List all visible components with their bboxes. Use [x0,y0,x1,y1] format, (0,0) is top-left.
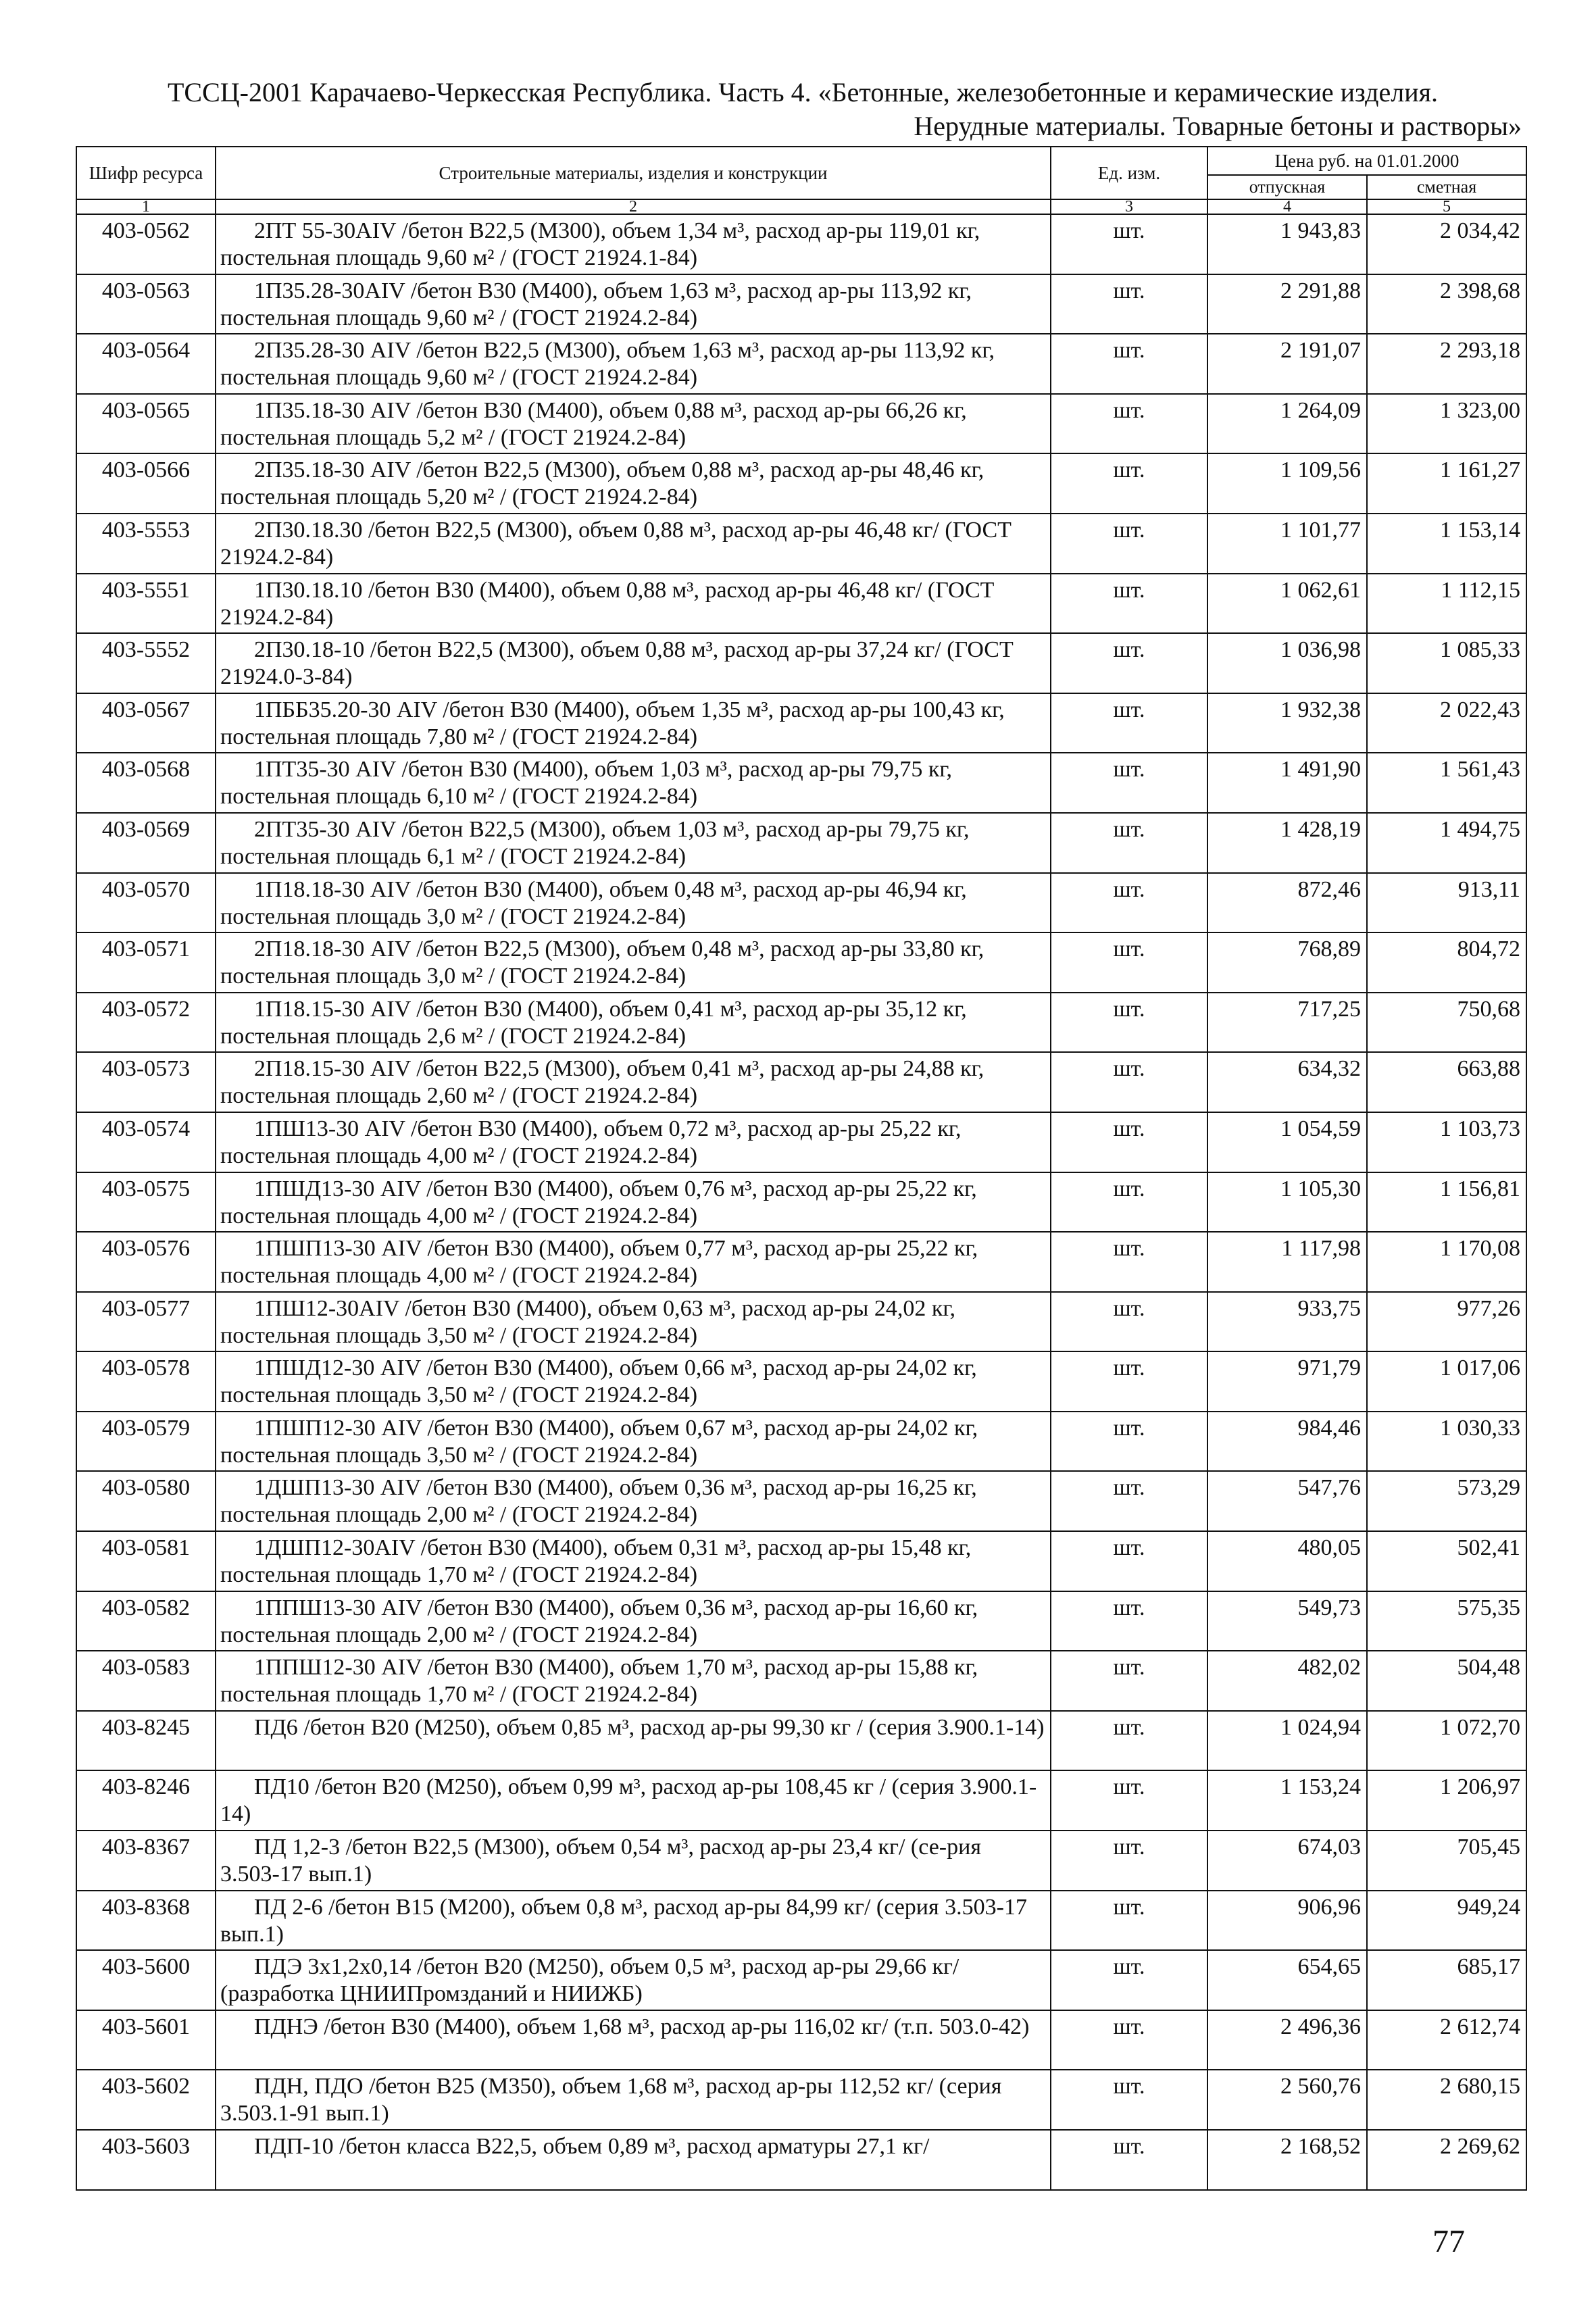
unit-of-measure: шт. [1051,453,1207,514]
resource-code: 403-5600 [76,1950,216,2010]
unit-of-measure: шт. [1051,2070,1207,2130]
release-price: 2 560,76 [1207,2070,1367,2130]
estimate-price: 1 112,15 [1367,574,1526,634]
column-number-3: 3 [1051,199,1207,214]
release-price: 1 062,61 [1207,574,1367,634]
unit-of-measure: шт. [1051,1172,1207,1233]
title-line-1: ТССЦ-2001 Карачаево-Черкесская Республика. Часть 4. «Бетонные, железобетонные и керамические изделия. [167,77,1439,107]
document-title [80,76,1526,143]
material-description: ПДП-10 /бетон класса В22,5, объем 0,89 м³, расход арматуры 27,1 кг/ [216,2130,1051,2190]
unit-of-measure: шт. [1051,2130,1207,2190]
resource-code: 403-0564 [76,334,216,394]
unit-of-measure: шт. [1051,334,1207,394]
estimate-price: 1 323,00 [1367,394,1526,454]
unit-of-measure: шт. [1051,873,1207,933]
table-body [76,214,1526,2190]
column-number-4: 4 [1207,199,1367,214]
table-row [76,633,1526,693]
estimate-price: 663,88 [1367,1052,1526,1112]
release-price: 872,46 [1207,873,1367,933]
table-row [76,1770,1526,1831]
estimate-price: 2 398,68 [1367,274,1526,334]
release-price: 547,76 [1207,1471,1367,1531]
table-row [76,274,1526,334]
estimate-price: 504,48 [1367,1651,1526,1711]
material-description: ПДНЭ /бетон В30 (М400), объем 1,68 м³, расход ар-ры 116,02 кг/ (т.п. 503.0-42) [216,2010,1051,2070]
release-price: 480,05 [1207,1531,1367,1591]
resource-code: 403-5552 [76,633,216,693]
estimate-price: 575,35 [1367,1591,1526,1651]
table-row [76,453,1526,514]
table-row [76,932,1526,993]
material-description: 1ПШД13-30 AIV /бетон В30 (М400), объем 0,76 м³, расход ар-ры 25,22 кг, постельная площадь 4,00 м² / (ГОСТ 21924.2-84) [216,1172,1051,1233]
material-description: 1П35.18-30 AIV /бетон В30 (М400), объем 0,88 м³, расход ар-ры 66,26 кг, постельная площадь 5,2 м² / (ГОСТ 21924.2-84) [216,394,1051,454]
unit-of-measure: шт. [1051,693,1207,753]
table-row [76,1711,1526,1771]
material-description: ПД 1,2-3 /бетон В22,5 (М300), объем 0,54 м³, расход ар-ры 23,4 кг/ (се-рия 3.503-17 вып.1) [216,1831,1051,1891]
release-price: 1 943,83 [1207,214,1367,274]
estimate-price: 2 680,15 [1367,2070,1526,2130]
estimate-price: 913,11 [1367,873,1526,933]
header-unit: Ед. изм. [1051,147,1207,199]
material-description: 2П30.18-10 /бетон В22,5 (М300), объем 0,88 м³, расход ар-ры 37,24 кг/ (ГОСТ 21924.0-3-84) [216,633,1051,693]
material-description: 2ПТ35-30 AIV /бетон В22,5 (М300), объем 1,03 м³, расход ар-ры 79,75 кг, постельная площадь 6,1 м² / (ГОСТ 21924.2-84) [216,813,1051,873]
release-price: 984,46 [1207,1412,1367,1472]
header-name: Строительные материалы, изделия и конструкции [216,147,1051,199]
resource-code: 403-0571 [76,932,216,993]
release-price: 906,96 [1207,1891,1367,1951]
unit-of-measure: шт. [1051,274,1207,334]
estimate-price: 949,24 [1367,1891,1526,1951]
material-description: 1П18.15-30 AIV /бетон В30 (М400), объем 0,41 м³, расход ар-ры 35,12 кг, постельная площадь 2,6 м² / (ГОСТ 21924.2-84) [216,993,1051,1053]
release-price: 717,25 [1207,993,1367,1053]
resource-code: 403-0580 [76,1471,216,1531]
table-row [76,2010,1526,2070]
unit-of-measure: шт. [1051,1351,1207,1412]
unit-of-measure: шт. [1051,394,1207,454]
material-description: ПДН, ПДО /бетон В25 (М350), объем 1,68 м³, расход ар-ры 112,52 кг/ (серия 3.503.1-91 вып.1) [216,2070,1051,2130]
table-row [76,574,1526,634]
table-row [76,514,1526,574]
release-price: 1 153,24 [1207,1770,1367,1831]
page-number: 77 [1432,2224,1465,2260]
material-description: 1ППШ12-30 AIV /бетон В30 (М400), объем 1,70 м³, расход ар-ры 15,88 кг, постельная площадь 1,70 м² / (ГОСТ 21924.2-84) [216,1651,1051,1711]
table-row [76,394,1526,454]
resource-code: 403-0562 [76,214,216,274]
material-description: 2П18.15-30 AIV /бетон В22,5 (М300), объем 0,41 м³, расход ар-ры 24,88 кг, постельная площадь 2,60 м² / (ГОСТ 21924.2-84) [216,1052,1051,1112]
release-price: 2 191,07 [1207,334,1367,394]
estimate-price: 2 612,74 [1367,2010,1526,2070]
unit-of-measure: шт. [1051,1052,1207,1112]
unit-of-measure: шт. [1051,2010,1207,2070]
material-description: 1ДШП12-30AIV /бетон В30 (М400), объем 0,31 м³, расход ар-ры 15,48 кг, постельная площадь 1,70 м² / (ГОСТ 21924.2-84) [216,1531,1051,1591]
resource-code: 403-5553 [76,514,216,574]
table-row [76,813,1526,873]
estimate-price: 2 034,42 [1367,214,1526,274]
unit-of-measure: шт. [1051,1112,1207,1172]
release-price: 1 101,77 [1207,514,1367,574]
table-row [76,1591,1526,1651]
release-price: 933,75 [1207,1292,1367,1352]
header-code: Шифр ресурса [76,147,216,199]
unit-of-measure: шт. [1051,214,1207,274]
estimate-price: 2 269,62 [1367,2130,1526,2190]
resource-code: 403-0572 [76,993,216,1053]
unit-of-measure: шт. [1051,1232,1207,1292]
resource-code: 403-5551 [76,574,216,634]
estimate-price: 1 494,75 [1367,813,1526,873]
material-description: 1П35.28-30AIV /бетон В30 (М400), объем 1,63 м³, расход ар-ры 113,92 кг, постельная площадь 9,60 м² / (ГОСТ 21924.2-84) [216,274,1051,334]
resource-code: 403-5603 [76,2130,216,2190]
release-price: 1 491,90 [1207,753,1367,813]
table-row [76,1531,1526,1591]
title-line-2: Нерудные материалы. Товарные бетоны и растворы» [914,111,1522,141]
estimate-price: 750,68 [1367,993,1526,1053]
estimate-price: 977,26 [1367,1292,1526,1352]
release-price: 2 168,52 [1207,2130,1367,2190]
price-table [76,146,1527,2191]
unit-of-measure: шт. [1051,1950,1207,2010]
resource-code: 403-5601 [76,2010,216,2070]
estimate-price: 1 153,14 [1367,514,1526,574]
material-description: 1ПШ13-30 AIV /бетон В30 (М400), объем 0,72 м³, расход ар-ры 25,22 кг, постельная площадь 4,00 м² / (ГОСТ 21924.2-84) [216,1112,1051,1172]
estimate-price: 1 072,70 [1367,1711,1526,1771]
resource-code: 403-0577 [76,1292,216,1352]
resource-code: 403-0582 [76,1591,216,1651]
release-price: 674,03 [1207,1831,1367,1891]
table-row [76,1052,1526,1112]
resource-code: 403-0579 [76,1412,216,1472]
estimate-price: 1 206,97 [1367,1770,1526,1831]
estimate-price: 1 017,06 [1367,1351,1526,1412]
estimate-price: 1 161,27 [1367,453,1526,514]
material-description: 1ПТ35-30 AIV /бетон В30 (М400), объем 1,03 м³, расход ар-ры 79,75 кг, постельная площадь 6,10 м² / (ГОСТ 21924.2-84) [216,753,1051,813]
unit-of-measure: шт. [1051,993,1207,1053]
estimate-price: 1 103,73 [1367,1112,1526,1172]
unit-of-measure: шт. [1051,1770,1207,1831]
resource-code: 403-0569 [76,813,216,873]
table-row [76,993,1526,1053]
release-price: 1 264,09 [1207,394,1367,454]
table-row [76,1950,1526,2010]
resource-code: 403-0570 [76,873,216,933]
material-description: ПД 2-6 /бетон В15 (М200), объем 0,8 м³, расход ар-ры 84,99 кг/ (серия 3.503-17 вып.1) [216,1891,1051,1951]
estimate-price: 1 156,81 [1367,1172,1526,1233]
resource-code: 403-5602 [76,2070,216,2130]
resource-code: 403-0566 [76,453,216,514]
unit-of-measure: шт. [1051,753,1207,813]
material-description: 1ПББ35.20-30 AIV /бетон В30 (М400), объем 1,35 м³, расход ар-ры 100,43 кг, постельная площадь 7,80 м² / (ГОСТ 21924.2-84) [216,693,1051,753]
release-price: 1 117,98 [1207,1232,1367,1292]
material-description: 1ПШП12-30 AIV /бетон В30 (М400), объем 0,67 м³, расход ар-ры 24,02 кг, постельная площадь 3,50 м² / (ГОСТ 21924.2-84) [216,1412,1051,1472]
estimate-price: 1 030,33 [1367,1412,1526,1472]
material-description: ПД6 /бетон В20 (М250), объем 0,85 м³, расход ар-ры 99,30 кг / (серия 3.900.1-14) [216,1711,1051,1771]
table-row [76,1172,1526,1233]
table-row [76,334,1526,394]
material-description: 2П35.28-30 AIV /бетон В22,5 (М300), объем 1,63 м³, расход ар-ры 113,92 кг, постельная площадь 9,60 м² / (ГОСТ 21924.2-84) [216,334,1051,394]
table-row [76,1471,1526,1531]
material-description: 1ПШП13-30 AIV /бетон В30 (М400), объем 0,77 м³, расход ар-ры 25,22 кг, постельная площадь 4,00 м² / (ГОСТ 21924.2-84) [216,1232,1051,1292]
material-description: 2П30.18.30 /бетон В22,5 (М300), объем 0,88 м³, расход ар-ры 46,48 кг/ (ГОСТ 21924.2-84) [216,514,1051,574]
release-price: 549,73 [1207,1591,1367,1651]
resource-code: 403-0574 [76,1112,216,1172]
material-description: 1ПШ12-30AIV /бетон В30 (М400), объем 0,63 м³, расход ар-ры 24,02 кг, постельная площадь 3,50 м² / (ГОСТ 21924.2-84) [216,1292,1051,1352]
material-description: 1П30.18.10 /бетон В30 (М400), объем 0,88 м³, расход ар-ры 46,48 кг/ (ГОСТ 21924.2-84) [216,574,1051,634]
estimate-price: 685,17 [1367,1950,1526,2010]
unit-of-measure: шт. [1051,514,1207,574]
unit-of-measure: шт. [1051,633,1207,693]
unit-of-measure: шт. [1051,1471,1207,1531]
column-number-1: 1 [76,199,216,214]
unit-of-measure: шт. [1051,1711,1207,1771]
release-price: 768,89 [1207,932,1367,993]
release-price: 482,02 [1207,1651,1367,1711]
estimate-price: 705,45 [1367,1831,1526,1891]
release-price: 1 109,56 [1207,453,1367,514]
unit-of-measure: шт. [1051,813,1207,873]
resource-code: 403-8245 [76,1711,216,1771]
resource-code: 403-0573 [76,1052,216,1112]
estimate-price: 1 085,33 [1367,633,1526,693]
table-row [76,2130,1526,2190]
estimate-price: 804,72 [1367,932,1526,993]
release-price: 1 024,94 [1207,1711,1367,1771]
resource-code: 403-0575 [76,1172,216,1233]
resource-code: 403-0583 [76,1651,216,1711]
estimate-price: 2 022,43 [1367,693,1526,753]
release-price: 1 105,30 [1207,1172,1367,1233]
resource-code: 403-8368 [76,1891,216,1951]
table-row [76,753,1526,813]
table-row [76,1831,1526,1891]
material-description: 2П35.18-30 AIV /бетон В22,5 (М300), объем 0,88 м³, расход ар-ры 48,46 кг, постельная площадь 5,20 м² / (ГОСТ 21924.2-84) [216,453,1051,514]
resource-code: 403-0578 [76,1351,216,1412]
table-row [76,1891,1526,1951]
release-price: 1 036,98 [1207,633,1367,693]
table-row [76,1412,1526,1472]
material-description: 1ПШД12-30 AIV /бетон В30 (М400), объем 0,66 м³, расход ар-ры 24,02 кг, постельная площадь 3,50 м² / (ГОСТ 21924.2-84) [216,1351,1051,1412]
resource-code: 403-0576 [76,1232,216,1292]
table-row [76,1351,1526,1412]
header-price-estimate: сметная [1367,175,1526,199]
unit-of-measure: шт. [1051,1531,1207,1591]
resource-code: 403-8367 [76,1831,216,1891]
release-price: 971,79 [1207,1351,1367,1412]
release-price: 2 496,36 [1207,2010,1367,2070]
resource-code: 403-0568 [76,753,216,813]
release-price: 634,32 [1207,1052,1367,1112]
table-row [76,1112,1526,1172]
estimate-price: 1 170,08 [1367,1232,1526,1292]
resource-code: 403-0565 [76,394,216,454]
resource-code: 403-0563 [76,274,216,334]
resource-code: 403-0581 [76,1531,216,1591]
unit-of-measure: шт. [1051,1831,1207,1891]
table-row [76,873,1526,933]
unit-of-measure: шт. [1051,1651,1207,1711]
estimate-price: 2 293,18 [1367,334,1526,394]
material-description: ПД10 /бетон В20 (М250), объем 0,99 м³, расход ар-ры 108,45 кг / (серия 3.900.1-14) [216,1770,1051,1831]
table-row [76,693,1526,753]
material-description: 1ППШ13-30 AIV /бетон В30 (М400), объем 0,36 м³, расход ар-ры 16,60 кг, постельная площадь 2,00 м² / (ГОСТ 21924.2-84) [216,1591,1051,1651]
estimate-price: 573,29 [1367,1471,1526,1531]
table-row [76,2070,1526,2130]
unit-of-measure: шт. [1051,932,1207,993]
estimate-price: 1 561,43 [1367,753,1526,813]
resource-code: 403-8246 [76,1770,216,1831]
material-description: ПДЭ 3х1,2х0,14 /бетон В20 (М250), объем 0,5 м³, расход ар-ры 29,66 кг/ (разработка ЦНИИПромзданий и НИИЖБ) [216,1950,1051,2010]
column-number-5: 5 [1367,199,1526,214]
table-row [76,214,1526,274]
column-number-2: 2 [216,199,1051,214]
table-row [76,1232,1526,1292]
unit-of-measure: шт. [1051,1891,1207,1951]
resource-code: 403-0567 [76,693,216,753]
unit-of-measure: шт. [1051,1591,1207,1651]
material-description: 1ДШП13-30 AIV /бетон В30 (М400), объем 0,36 м³, расход ар-ры 16,25 кг, постельная площадь 2,00 м² / (ГОСТ 21924.2-84) [216,1471,1051,1531]
table-row [76,1292,1526,1352]
header-price: Цена руб. на 01.01.2000 [1207,147,1526,175]
unit-of-measure: шт. [1051,1292,1207,1352]
release-price: 1 054,59 [1207,1112,1367,1172]
unit-of-measure: шт. [1051,1412,1207,1472]
material-description: 2ПТ 55-30AIV /бетон В22,5 (М300), объем 1,34 м³, расход ар-ры 119,01 кг, постельная площадь 9,60 м² / (ГОСТ 21924.1-84) [216,214,1051,274]
release-price: 1 932,38 [1207,693,1367,753]
header-price-release: отпускная [1207,175,1367,199]
release-price: 1 428,19 [1207,813,1367,873]
estimate-price: 502,41 [1367,1531,1526,1591]
unit-of-measure: шт. [1051,574,1207,634]
material-description: 1П18.18-30 AIV /бетон В30 (М400), объем 0,48 м³, расход ар-ры 46,94 кг, постельная площадь 3,0 м² / (ГОСТ 21924.2-84) [216,873,1051,933]
table-row [76,1651,1526,1711]
release-price: 2 291,88 [1207,274,1367,334]
release-price: 654,65 [1207,1950,1367,2010]
material-description: 2П18.18-30 AIV /бетон В22,5 (М300), объем 0,48 м³, расход ар-ры 33,80 кг, постельная площадь 3,0 м² / (ГОСТ 21924.2-84) [216,932,1051,993]
